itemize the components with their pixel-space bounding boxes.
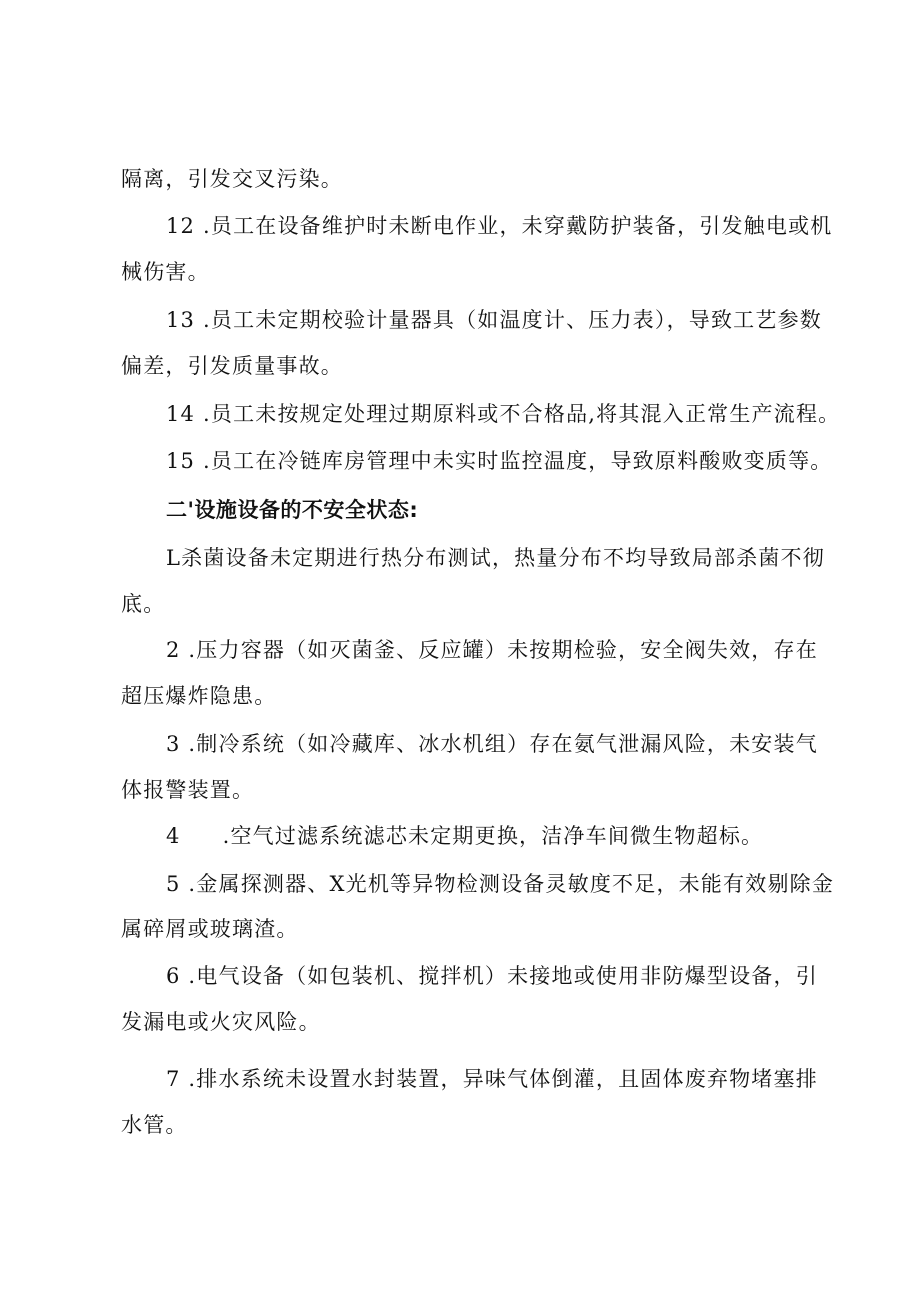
list-item-7-line-2: 水管。 — [121, 1113, 188, 1137]
list-item-15: 15 .员工在冷链库房管理中未实时监控温度，导致原料酸败变质等。 — [166, 449, 833, 473]
paragraph-line: 隔离，引发交叉污染。 — [121, 167, 343, 191]
list-item-5-line-1: 5 .金属探测器、X光机等异物检测设备灵敏度不足，未能有效剔除金 — [166, 872, 835, 896]
list-item-12-line-1: 12 .员工在设备维护时未断电作业，未穿戴防护装备，引发触电或机 — [166, 214, 833, 238]
list-item-5-line-2: 属碎屑或玻璃渣。 — [121, 917, 299, 941]
list-item-6-line-2: 发漏电或火灾风险。 — [121, 1010, 321, 1034]
list-item-4 — [166, 822, 763, 850]
list-item-1-line-2: 底。 — [121, 592, 166, 616]
list-item-13-line-1: 13 .员工未定期校验计量器具（如温度计、压力表），导致工艺参数 — [166, 308, 822, 332]
list-item-13-line-2: 偏差，引发质量事故。 — [121, 354, 343, 378]
list-item-1-line-1: L杀菌设备未定期进行热分布测试，热量分布不均导致局部杀菌不彻 — [166, 546, 825, 570]
list-item-6-line-1: 6 .电气设备（如包装机、搅拌机）未接地或使用非防爆型设备，引 — [166, 964, 818, 988]
list-item-3-line-1: 3 .制冷系统（如冷藏库、冰水机组）存在氨气泄漏风险，未安装气 — [166, 732, 818, 756]
list-item-4-number: 4 — [166, 824, 181, 848]
list-item-12-line-2: 械伤害。 — [121, 260, 210, 284]
list-item-4-text: .空气过滤系统滤芯未定期更换，洁净车间微生物超标。 — [222, 824, 764, 848]
list-item-2-line-2: 超压爆炸隐患。 — [121, 684, 277, 708]
section-heading: 二'设施设备的不安全状态: — [166, 498, 419, 522]
list-item-7-line-1: 7 .排水系统未设置水封装置，异味气体倒灌，且固体废弃物堵塞排 — [166, 1067, 818, 1091]
list-item-2-line-1: 2 .压力容器（如灭菌釜、反应罐）未按期检验，安全阀失效，存在 — [166, 638, 818, 662]
list-item-14: 14 .员工未按规定处理过期原料或不合格品,将其混入正常生产流程。 — [166, 402, 841, 426]
list-item-3-line-2: 体报警装置。 — [121, 778, 255, 802]
